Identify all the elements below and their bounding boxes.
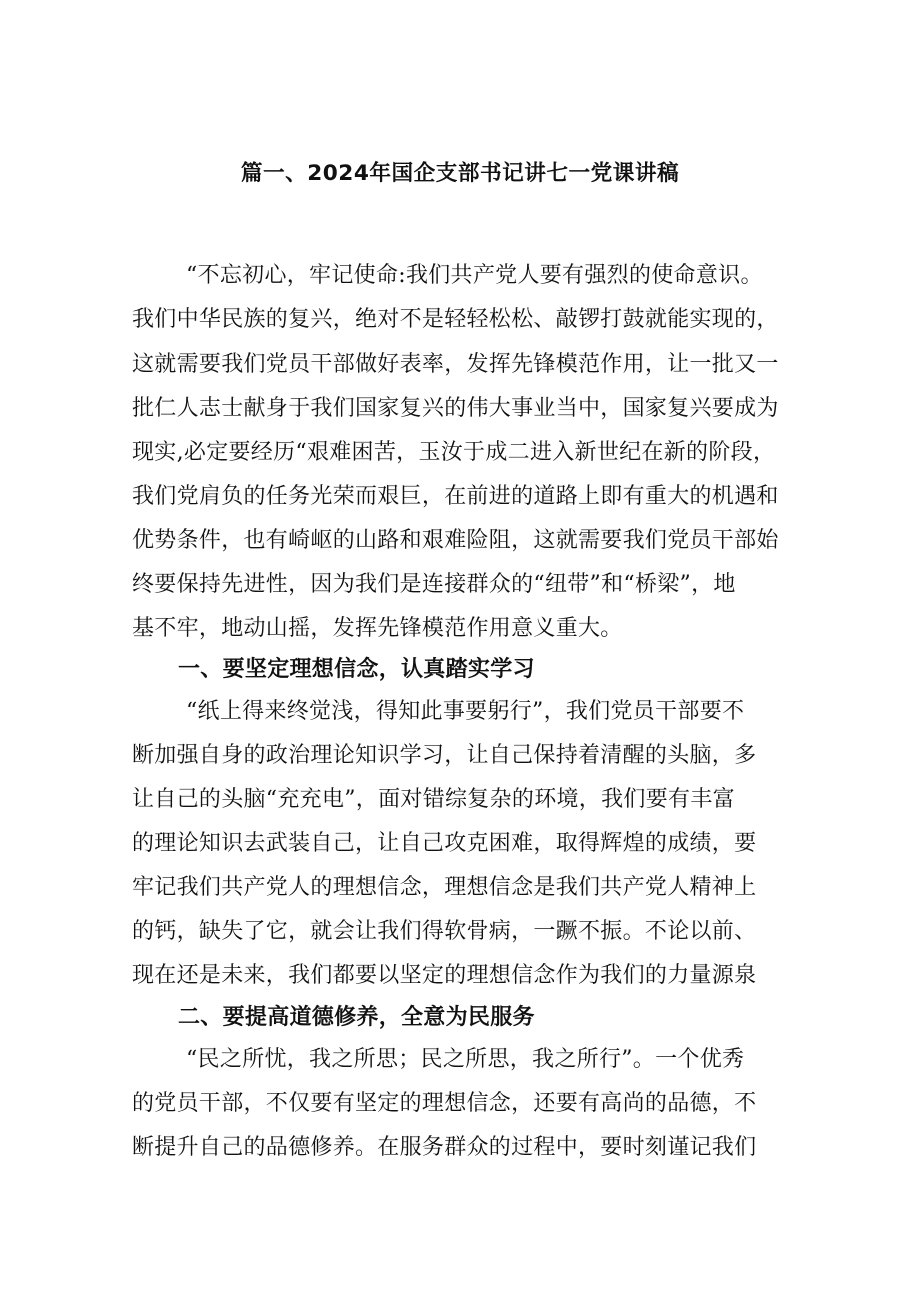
intro-line: 终要保持先进性，因为我们是连接群众的“纽带”和“桥梁”，地	[132, 572, 736, 597]
intro-line: 我们党肩负的任务光荣而艰巨，在前进的道路上即有重大的机遇和	[132, 484, 779, 509]
section-line: “纸上得来终觉浅，得知此事要躬行”，我们党员干部要不	[186, 699, 745, 724]
section-line: 断加强自身的政治理论知识学习，让自己保持着清醒的头脑，多	[132, 743, 757, 768]
section-line: 断提升自己的品德修养。在服务群众的过程中，要时刻谨记我们	[132, 1135, 757, 1160]
section-heading: 一、要坚定理想信念，认真踏实学习	[178, 657, 535, 682]
section-line: 的理论知识去武装自己，让自己攻克困难，取得辉煌的成绩，要	[132, 831, 757, 856]
intro-line: 基不牢，地动山摇，发挥先锋模范作用意义重大。	[132, 616, 623, 641]
intro-line: 现实,必定要经历“艰难困苦，玉汝于成二进入新世纪在新的阶段，	[132, 440, 776, 465]
section-line: 现在还是未来，我们都要以坚定的理想信念作为我们的力量源泉	[132, 963, 757, 988]
intro-line: “不忘初心，牢记使命:我们共产党人要有强烈的使命意识。	[186, 263, 763, 288]
intro-line: 优势条件，也有崎岖的山路和艰难险阻，这就需要我们党员干部始	[132, 528, 779, 553]
section-line: 的钙，缺失了它，就会让我们得软骨病，一蹶不振。不论以前、	[132, 919, 757, 944]
section-line: 的党员干部，不仅要有坚定的理想信念，还要有高尚的品德，不	[132, 1091, 757, 1116]
section-line: 牢记我们共产党人的理想信念，理想信念是我们共产党人精神上	[132, 875, 757, 900]
intro-line: 批仁人志士献身于我们国家复兴的伟大事业当中，国家复兴要成为	[132, 396, 779, 421]
section-line: “民之所忧，我之所思；民之所思，我之所行”。一个优秀	[186, 1047, 745, 1072]
intro-line: 这就需要我们党员干部做好表率，发挥先锋模范作用，让一批又一	[132, 352, 779, 377]
section-line: 让自己的头脑“充充电”，面对错综复杂的环境，我们要有丰富	[132, 787, 735, 812]
document-title: 篇一、2024年国企支部书记讲七一党课讲稿	[240, 161, 680, 186]
intro-line: 我们中华民族的复兴，绝对不是轻轻松松、敲锣打鼓就能实现的，	[132, 307, 779, 332]
section-heading: 二、要提高道德修养，全意为民服务	[178, 1005, 535, 1030]
